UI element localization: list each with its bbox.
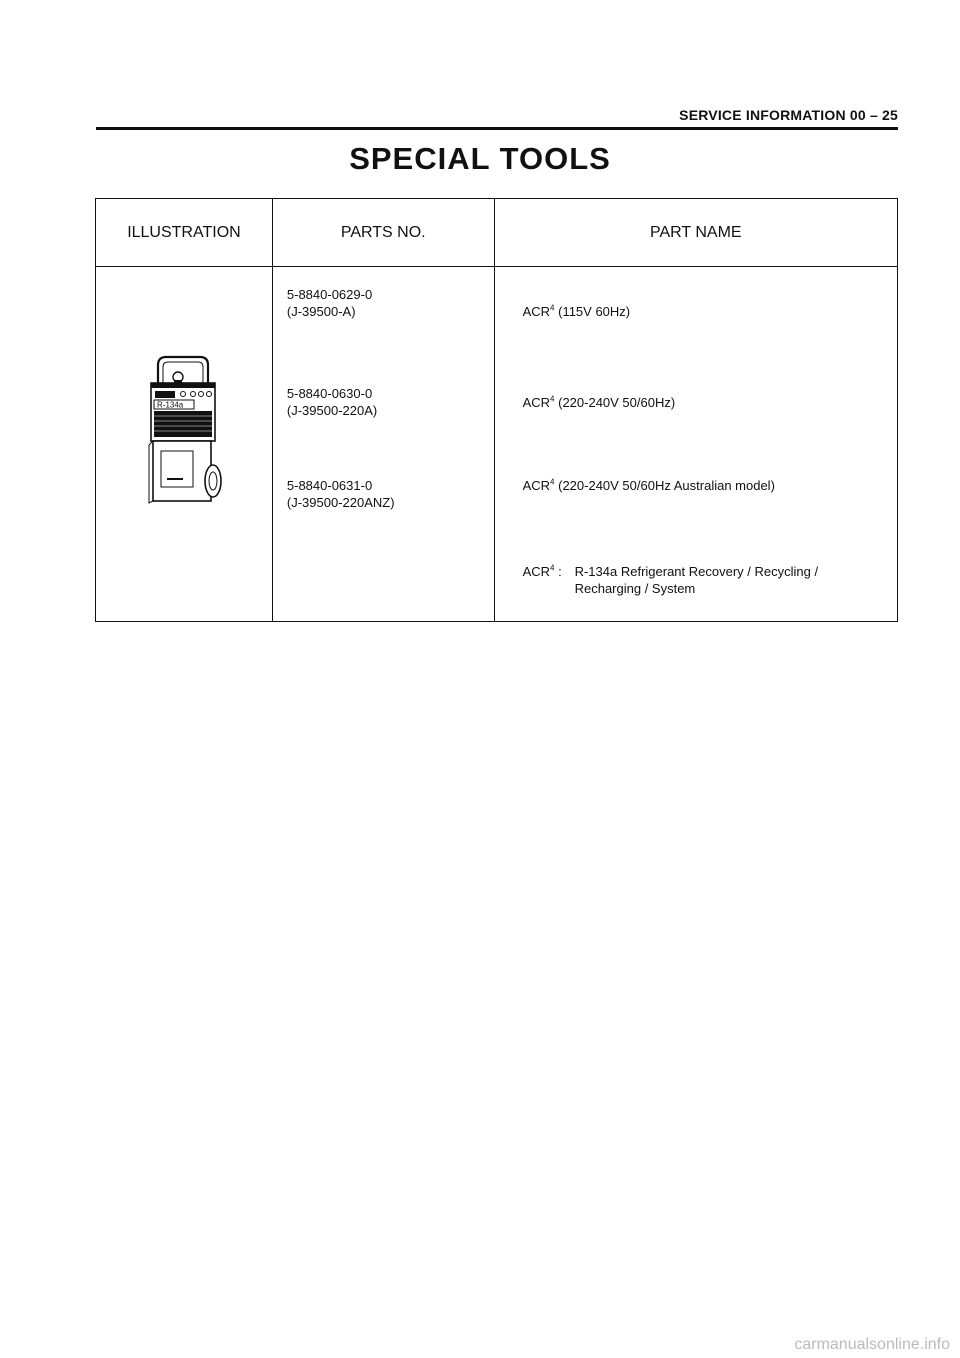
part-name-1: ACR$^4$ (115V 60Hz): [522, 303, 631, 319]
table-row: [96, 267, 898, 622]
refrigerant-label: R-134a: [157, 400, 184, 410]
column-header-parts-no: PARTS NO.: [272, 199, 494, 267]
part-name-2: ACR$^4$ (220-240V 50/60Hz): [522, 394, 676, 410]
column-header-part-name: PART NAME: [494, 199, 897, 267]
section-header: SERVICE INFORMATION 00 – 25: [679, 107, 898, 123]
special-tools-table: [95, 198, 898, 622]
parts-no-cell: [272, 267, 494, 622]
illustration-cell: [96, 267, 273, 622]
part-name-cell: [494, 267, 897, 622]
table-header-row: [96, 199, 898, 267]
part-name-3: ACR$^4$ (220-240V 50/60Hz Australian model): [522, 477, 775, 493]
acr4-machine-illustration: [143, 353, 223, 507]
part-number-1: 5-8840-0629-0 (J-39500-A): [286, 287, 373, 319]
page-title: SPECIAL TOOLS: [349, 141, 611, 176]
part-number-2: 5-8840-0630-0 (J-39500-220A): [286, 386, 378, 418]
acr4-definition-note: ACR$^4$ : R-134a Refrigerant Recovery / Recycling / Recharging / System: [522, 563, 819, 596]
column-header-illustration: ILLUSTRATION: [96, 199, 273, 267]
watermark: carmanualsonline.info: [794, 1336, 950, 1353]
header-rule: [96, 127, 898, 130]
part-number-3: 5-8840-0631-0 (J-39500-220ANZ): [286, 478, 395, 510]
